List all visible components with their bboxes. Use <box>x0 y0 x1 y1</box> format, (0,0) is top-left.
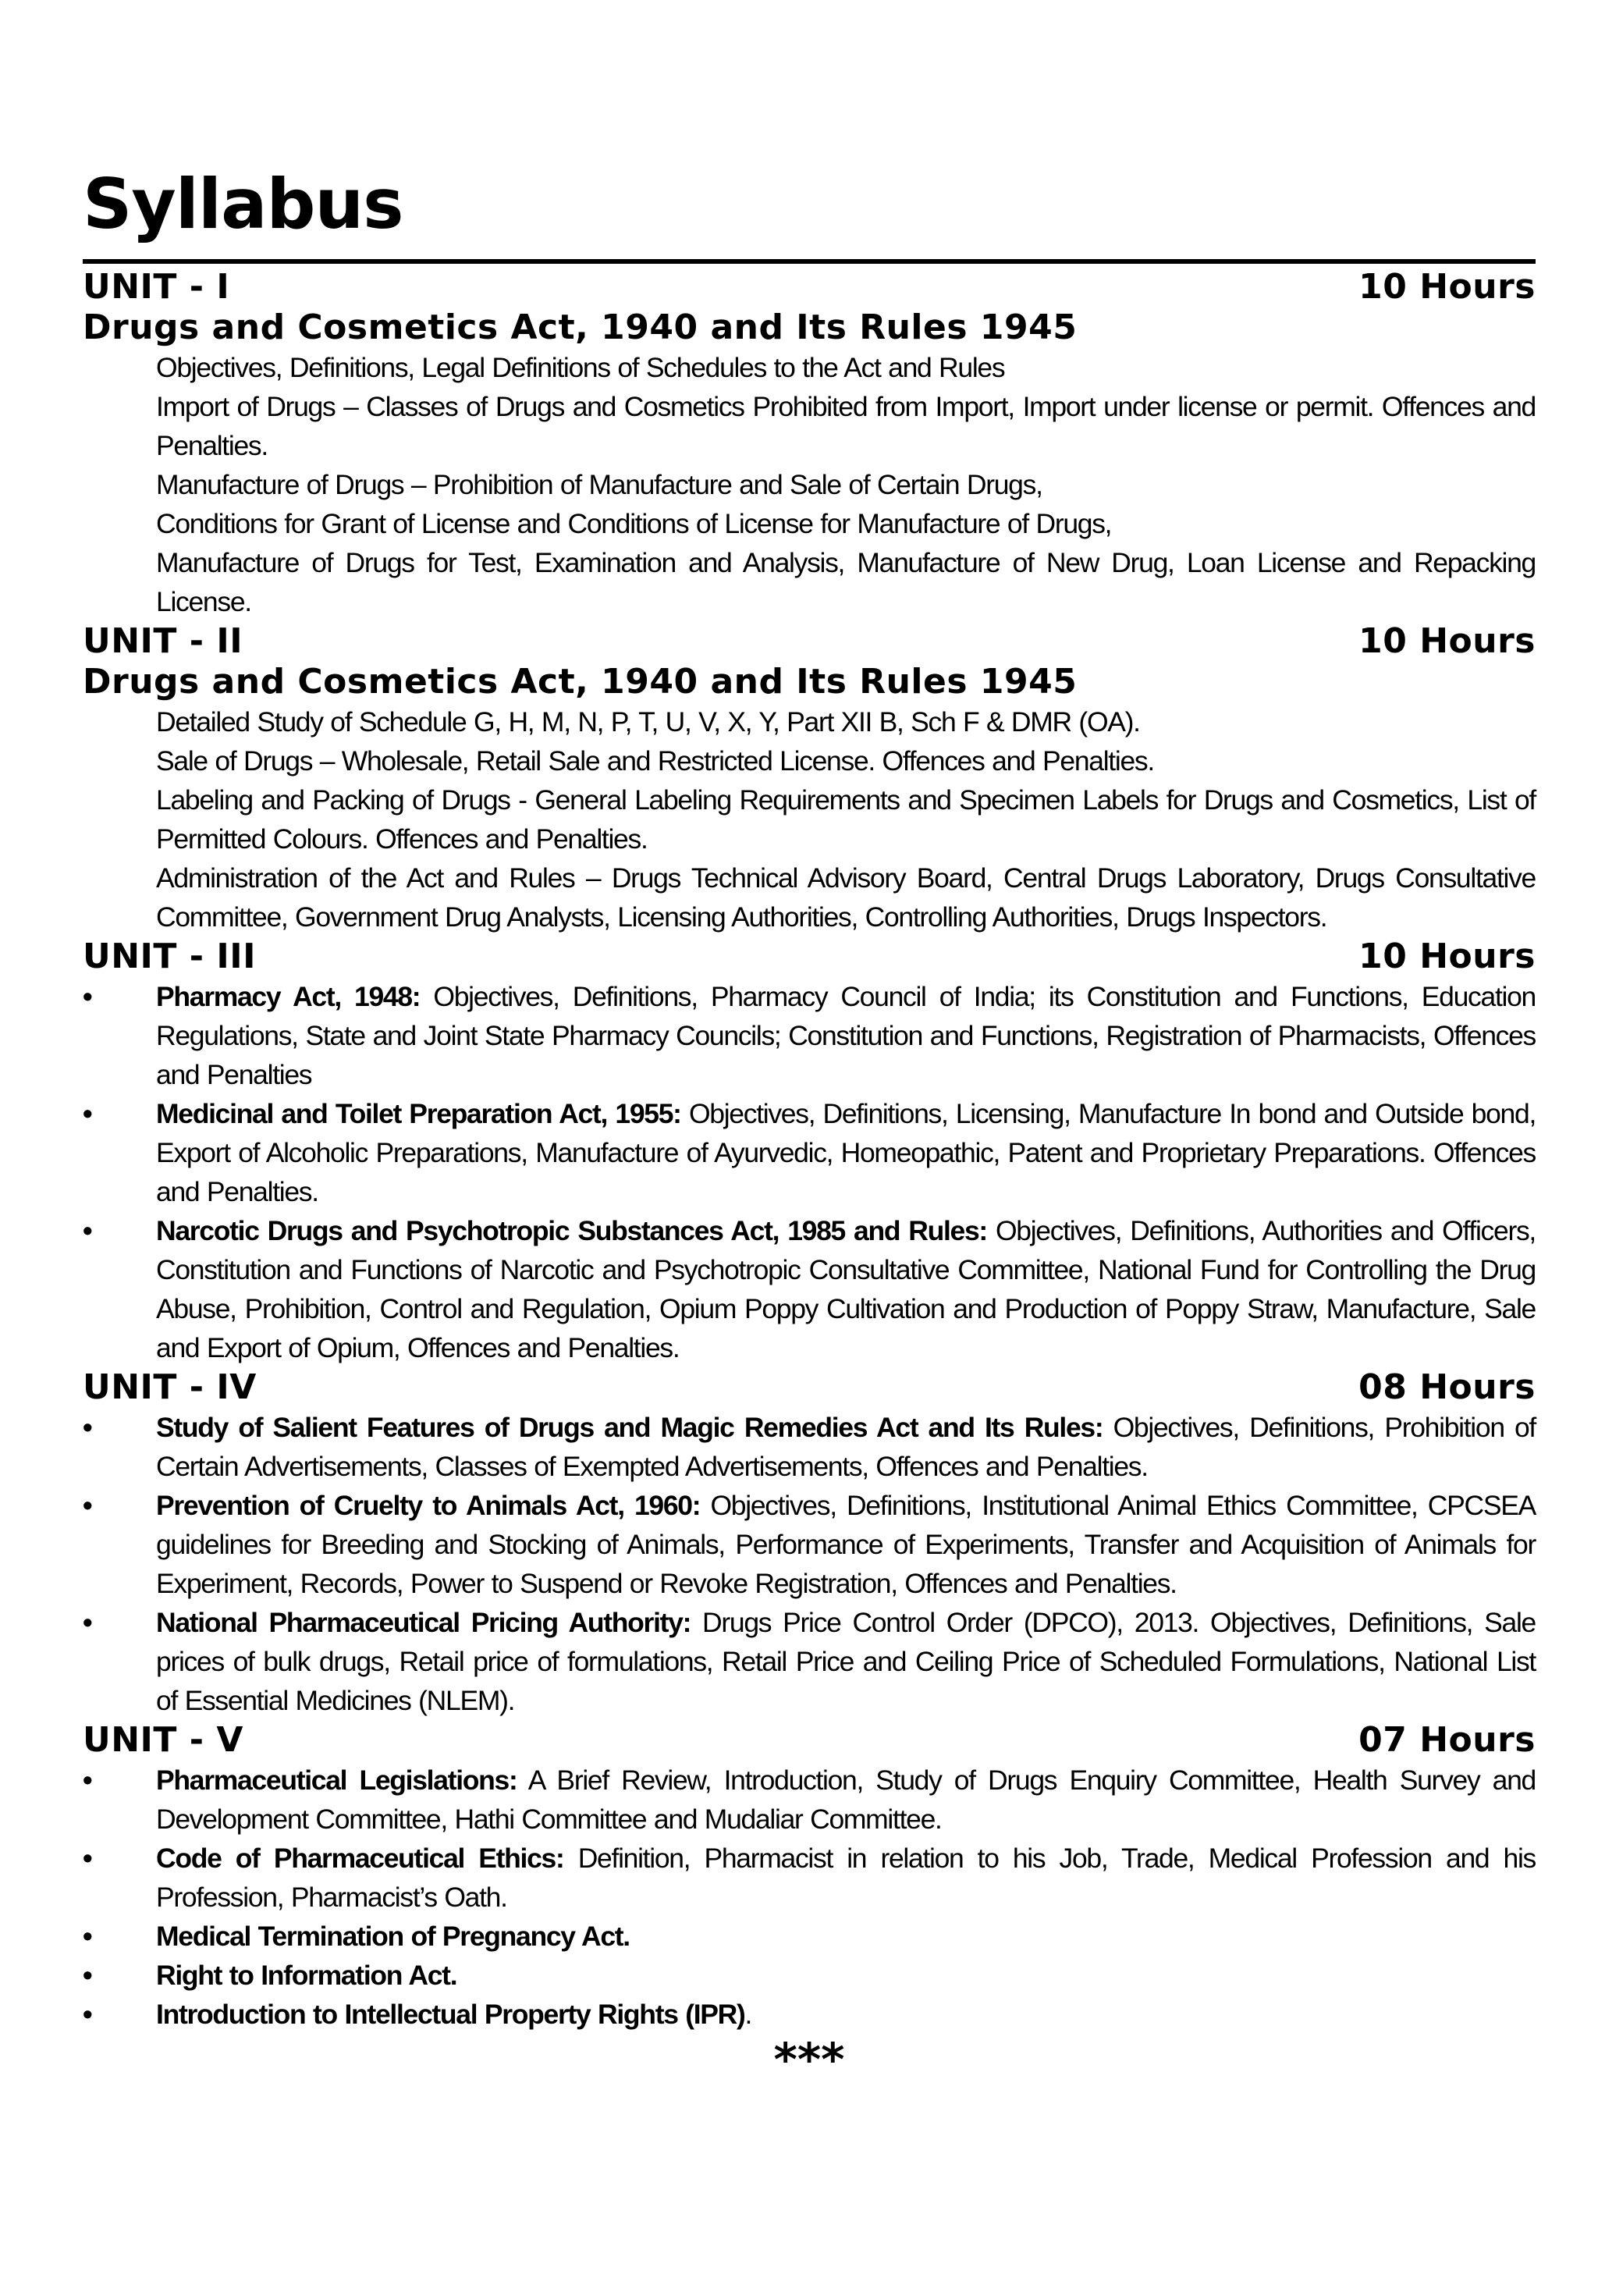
unit-3-section <box>83 937 1536 1367</box>
topic-text: Definition, Pharmacist in relation to his Job, Trade, Medical Profession and his Profession, Pharmacist’s Oath. <box>156 1843 1536 1913</box>
topic-heading: Pharmaceutical Legislations: <box>156 1765 517 1796</box>
list-item <box>83 1094 1536 1211</box>
topic-paragraph: Objectives, Definitions, Legal Definitions of Schedules to the Act and Rules <box>156 352 1005 383</box>
topic-paragraph: Conditions for Grant of License and Conditions of License for Manufacture of Drugs, <box>156 508 1112 539</box>
topic-heading: Code of Pharmaceutical Ethics: <box>156 1843 564 1874</box>
unit-hours: 10 Hours <box>1358 621 1536 661</box>
unit-5-section <box>83 1720 1536 2034</box>
topic-heading: National Pharmaceutical Pricing Authority: <box>156 1607 691 1638</box>
list-item <box>83 1761 1536 1839</box>
topic-paragraph: Detailed Study of Schedule G, H, M, N, P, T, U, V, X, Y, Part XII B, Sch F & DMR (OA). <box>156 706 1140 737</box>
topic-heading: Medical Termination of Pregnancy Act. <box>156 1921 630 1952</box>
unit-hours: 07 Hours <box>1358 1720 1536 1760</box>
unit-header <box>83 1367 1536 1408</box>
unit-subtitle: Drugs and Cosmetics Act, 1940 and Its Rules 1945 <box>83 307 1078 347</box>
unit-2-section <box>83 621 1536 937</box>
unit-header <box>83 267 1536 307</box>
topic-heading: Prevention of Cruelty to Animals Act, 1960: <box>156 1490 701 1521</box>
bullet-icon: • <box>83 1411 92 1443</box>
topic-list <box>83 1408 1536 1720</box>
topic-text: Objectives, Definitions, Prohibition of Certain Advertisements, Classes of Exempted Advertisements, Offences and Penalties. <box>156 1412 1536 1482</box>
topic-text: . <box>744 1999 752 2030</box>
unit-name: UNIT - III <box>83 937 256 976</box>
unit-header <box>83 1720 1536 1761</box>
topic-text: Objectives, Definitions, Licensing, Manufacture In bond and Outside bond, Export of Alcoholic Preparations, Manufacture of Ayurvedic, Homeopathic, Patent and Proprietary Preparations. Offences and Penalties. <box>156 1098 1536 1207</box>
unit-hours: 08 Hours <box>1358 1367 1536 1407</box>
title-underline <box>83 259 1536 264</box>
topic-paragraph: Administration of the Act and Rules – Drugs Technical Advisory Board, Central Drugs Laboratory, Drugs Consultative Committee, Government Drug Analysts, Licensing Authorities, Controlling Authorities, Drugs Inspectors. <box>156 862 1536 933</box>
bullet-icon: • <box>83 1214 92 1246</box>
unit-header <box>83 937 1536 977</box>
list-item <box>83 1408 1536 1486</box>
list-item <box>83 977 1536 1094</box>
topic-paragraph: Import of Drugs – Classes of Drugs and Cosmetics Prohibited from Import, Import under license or permit. Offences and Penalties. <box>156 391 1536 461</box>
unit-1-section <box>83 267 1536 621</box>
topic-text: Drugs Price Control Order (DPCO), 2013. Objectives, Definitions, Sale prices of bulk drugs, Retail price of formulations, Retail Price and Ceiling Price of Scheduled Formulations, National List of Essential Medicines (NLEM). <box>156 1607 1536 1716</box>
topic-heading: Study of Salient Features of Drugs and Magic Remedies Act and Its Rules: <box>156 1412 1103 1443</box>
topic-paragraph: Manufacture of Drugs – Prohibition of Manufacture and Sale of Certain Drugs, <box>156 469 1042 500</box>
topic-heading: Introduction to Intellectual Property Rights (IPR) <box>156 1999 745 2030</box>
list-item <box>83 1486 1536 1603</box>
list-item <box>83 1956 1536 1995</box>
topic-paragraph: Sale of Drugs – Wholesale, Retail Sale and Restricted License. Offences and Penalties. <box>156 745 1154 777</box>
bullet-icon: • <box>83 980 92 1012</box>
topic-paragraph: Manufacture of Drugs for Test, Examination and Analysis, Manufacture of New Drug, Loan License and Repacking License. <box>156 547 1536 617</box>
unit-name: UNIT - V <box>83 1720 243 1760</box>
unit-subtitle: Drugs and Cosmetics Act, 1940 and Its Rules 1945 <box>83 662 1078 702</box>
unit-name: UNIT - I <box>83 267 230 307</box>
bullet-icon: • <box>83 1097 92 1129</box>
topic-heading: Right to Information Act. <box>156 1960 457 1991</box>
topic-list <box>83 1761 1536 2034</box>
topic-text: Objectives, Definitions, Authorities and Officers, Constitution and Functions of Narcotic and Psychotropic Consultative Committee, National Fund for Controlling the Drug Abuse, Prohibition, Control and Regulation, Opium Poppy Cultivation and Production of Poppy Straw, Manufacture, Sale and Export of Opium, Offences and Penalties. <box>156 1215 1536 1363</box>
unit-hours: 10 Hours <box>1358 267 1536 307</box>
topic-list <box>83 977 1536 1367</box>
list-item <box>83 1603 1536 1720</box>
bullet-icon: • <box>83 1764 92 1796</box>
topic-text: Objectives, Definitions, Institutional Animal Ethics Committee, CPCSEA guidelines for Breeding and Stocking of Animals, Performance of Experiments, Transfer and Acquisition of Animals for Experiment, Records, Power to Suspend or Revoke Registration, Offences and Penalties. <box>156 1490 1536 1599</box>
unit-header <box>83 621 1536 662</box>
topic-text: Objectives, Definitions, Pharmacy Council of India; its Constitution and Functions, Education Regulations, State and Joint State Pharmacy Councils; Constitution and Functions, Registration of Pharmacists, Offences and Penalties <box>156 981 1536 1090</box>
topic-heading: Pharmacy Act, 1948: <box>156 981 421 1012</box>
topic-heading: Narcotic Drugs and Psychotropic Substances Act, 1985 and Rules: <box>156 1215 987 1246</box>
topic-text: A Brief Review, Introduction, Study of Drugs Enquiry Committee, Health Survey and Development Committee, Hathi Committee and Mudaliar Committee. <box>156 1765 1536 1835</box>
bullet-icon: • <box>83 1920 92 1952</box>
unit-name: UNIT - II <box>83 621 243 661</box>
end-of-syllabus-mark: *** <box>773 2033 845 2086</box>
bullet-icon: • <box>83 1606 92 1638</box>
unit-hours: 10 Hours <box>1358 937 1536 976</box>
page-title: Syllabus <box>83 164 403 244</box>
list-item <box>83 1211 1536 1367</box>
list-item <box>83 1995 1536 2034</box>
bullet-icon: • <box>83 1959 92 1991</box>
list-item <box>83 1839 1536 1917</box>
topic-heading: Medicinal and Toilet Preparation Act, 1955: <box>156 1098 681 1129</box>
bullet-icon: • <box>83 1489 92 1521</box>
list-item <box>83 1917 1536 1956</box>
unit-name: UNIT - IV <box>83 1367 257 1407</box>
bullet-icon: • <box>83 1842 92 1874</box>
syllabus-content <box>83 267 1536 2086</box>
topic-paragraph: Labeling and Packing of Drugs - General Labeling Requirements and Specimen Labels for Drugs and Cosmetics, List of Permitted Colours. Offences and Penalties. <box>156 784 1536 855</box>
bullet-icon: • <box>83 1998 92 2030</box>
unit-4-section <box>83 1367 1536 1720</box>
